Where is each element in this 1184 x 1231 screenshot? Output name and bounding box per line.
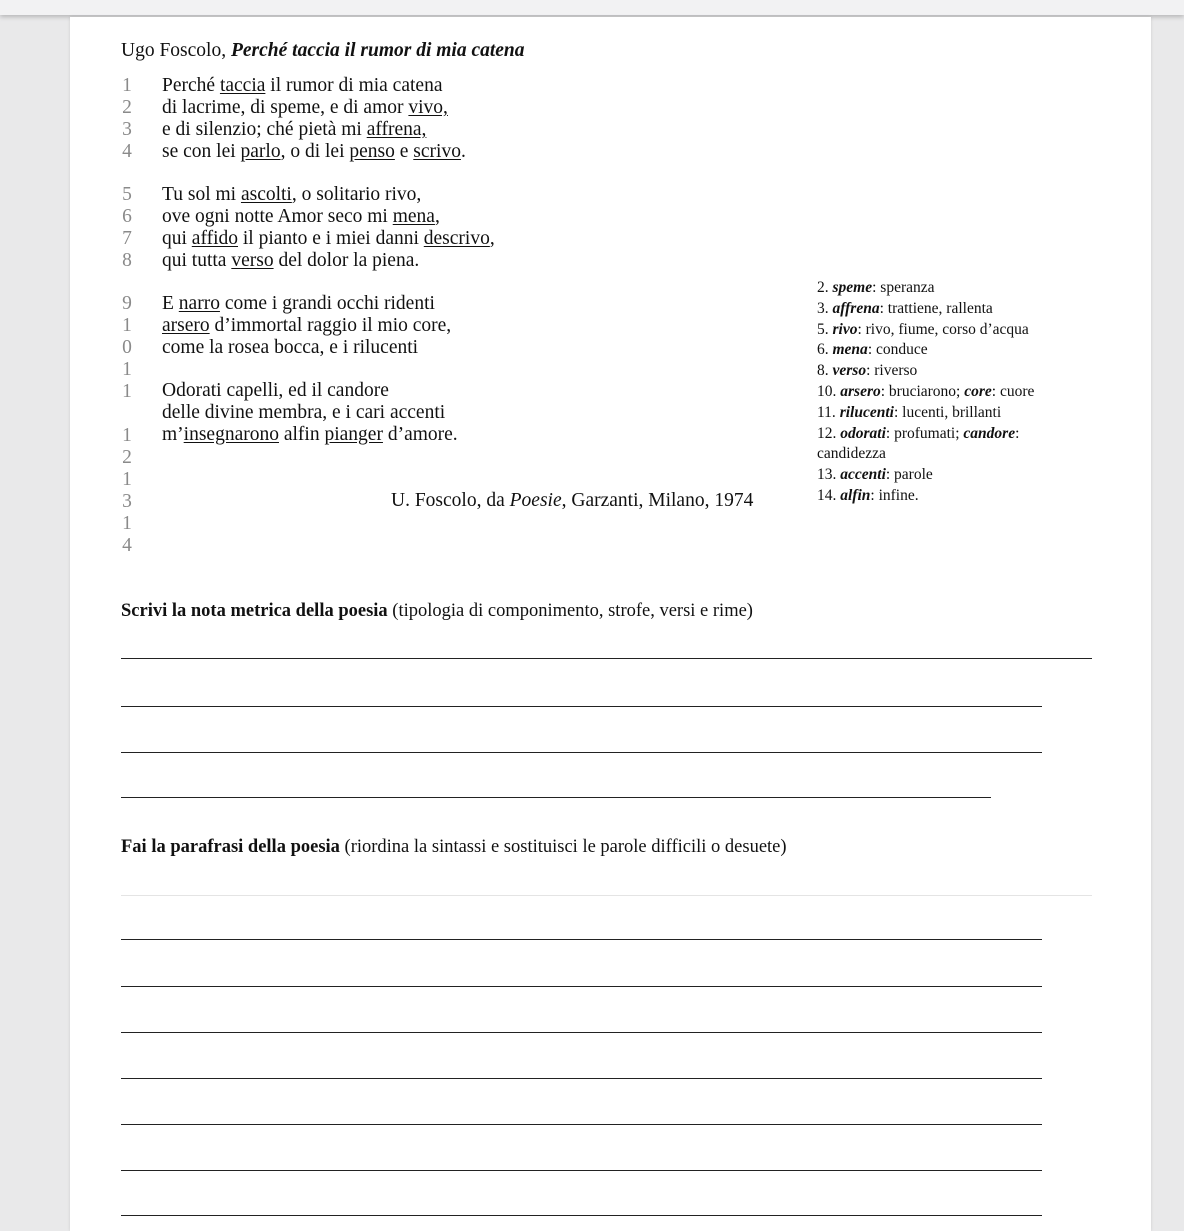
line-number: 1 (122, 75, 132, 96)
line-number: 2 (122, 97, 132, 118)
verse-line: ove ogni notte Amor seco mi mena, (162, 206, 440, 227)
note-item: 10. arsero: bruciarono; core: cuore (817, 382, 1035, 400)
verse-line: come la rosea bocca, e i rilucenti (162, 337, 419, 358)
verse-line: arsero d’immortal raggio il mio core, (162, 315, 452, 336)
source-citation: U. Foscolo, da Poesie, Garzanti, Milano, 1974 (391, 490, 754, 511)
note-item: 11. rilucenti: lucenti, brillanti (817, 403, 1002, 421)
line-number: 8 (122, 250, 132, 271)
answer-line[interactable] (121, 895, 1092, 896)
line-number: 4 (122, 141, 132, 162)
answer-line[interactable] (121, 986, 1042, 987)
verse-line: Tu sol mi ascolti, o solitario rivo, (162, 184, 422, 205)
line-number: 0 (122, 337, 132, 358)
note-item: 13. accenti: parole (817, 466, 933, 484)
note-item: 12. odorati: profumati; candore: (817, 424, 1020, 442)
line-number: 2 (122, 447, 132, 468)
note-item: 3. affrena: trattiene, rallenta (817, 299, 993, 317)
note-item: 5. rivo: rivo, fiume, corso d’acqua (817, 320, 1029, 338)
verse-line: m’insegnarono alfin pianger d’amore. (162, 424, 458, 445)
answer-line[interactable] (121, 752, 1042, 753)
answer-line[interactable] (121, 1124, 1042, 1125)
glossary-notes (817, 278, 1034, 507)
verse-line: Odorati capelli, ed il candore (162, 380, 389, 401)
poem-title: Perché taccia il rumor di mia catena (230, 40, 525, 61)
answer-line[interactable] (121, 658, 1092, 659)
answer-line[interactable] (121, 706, 1042, 707)
line-number: 9 (122, 293, 132, 314)
verse-line: qui tutta verso del dolor la piena. (162, 250, 420, 271)
viewer-top-bar (0, 0, 1184, 15)
verse-line: di lacrime, di speme, e di amor vivo, (162, 97, 448, 118)
question-metrica: Scrivi la nota metrica della poesia (tipologia di componimento, strofe, versi e rime) (121, 601, 753, 621)
verse-line: se con lei parlo, o di lei penso e scrivo. (162, 141, 466, 162)
line-number: 4 (122, 535, 132, 556)
note-item: 14. alfin: infine. (817, 486, 919, 504)
line-number: 3 (122, 119, 132, 140)
verse-line: E narro come i grandi occhi ridenti (162, 293, 435, 314)
note-item: 6. mena: conduce (817, 341, 928, 359)
document-title (121, 40, 525, 62)
answer-line[interactable] (121, 797, 991, 798)
line-number: 1 (122, 315, 132, 336)
note-item: 8. verso: riverso (817, 362, 918, 380)
line-number: 1 (122, 425, 132, 446)
answer-line[interactable] (121, 1032, 1042, 1033)
line-number: 3 (122, 491, 132, 512)
line-number: 1 (122, 469, 132, 490)
source-work: Poesie (509, 490, 562, 511)
question-parafrasi: Fai la parafrasi della poesia (riordina la sintassi e sostituisci le parole difficili o desuete) (121, 837, 787, 857)
answer-line[interactable] (121, 939, 1042, 940)
author-name: Ugo Foscolo, (121, 40, 227, 61)
line-number: 7 (122, 228, 132, 249)
line-number: 5 (122, 184, 132, 205)
document-page (70, 17, 1151, 1231)
answer-line[interactable] (121, 1215, 1042, 1216)
line-number: 1 (122, 381, 132, 402)
verse-line: e di silenzio; ché pietà mi affrena, (162, 119, 427, 140)
answer-line[interactable] (121, 1078, 1042, 1079)
line-number: 6 (122, 206, 132, 227)
verse-line: Perché taccia il rumor di mia catena (162, 75, 443, 96)
line-number: 1 (122, 359, 132, 380)
verse-line: qui affido il pianto e i miei danni descrivo, (162, 228, 495, 249)
note-item: candidezza (817, 445, 886, 463)
answer-line[interactable] (121, 1170, 1042, 1171)
verse-line: delle divine membra, e i cari accenti (162, 402, 446, 423)
line-number: 1 (122, 513, 132, 534)
note-item: 2. speme: speranza (817, 279, 935, 296)
